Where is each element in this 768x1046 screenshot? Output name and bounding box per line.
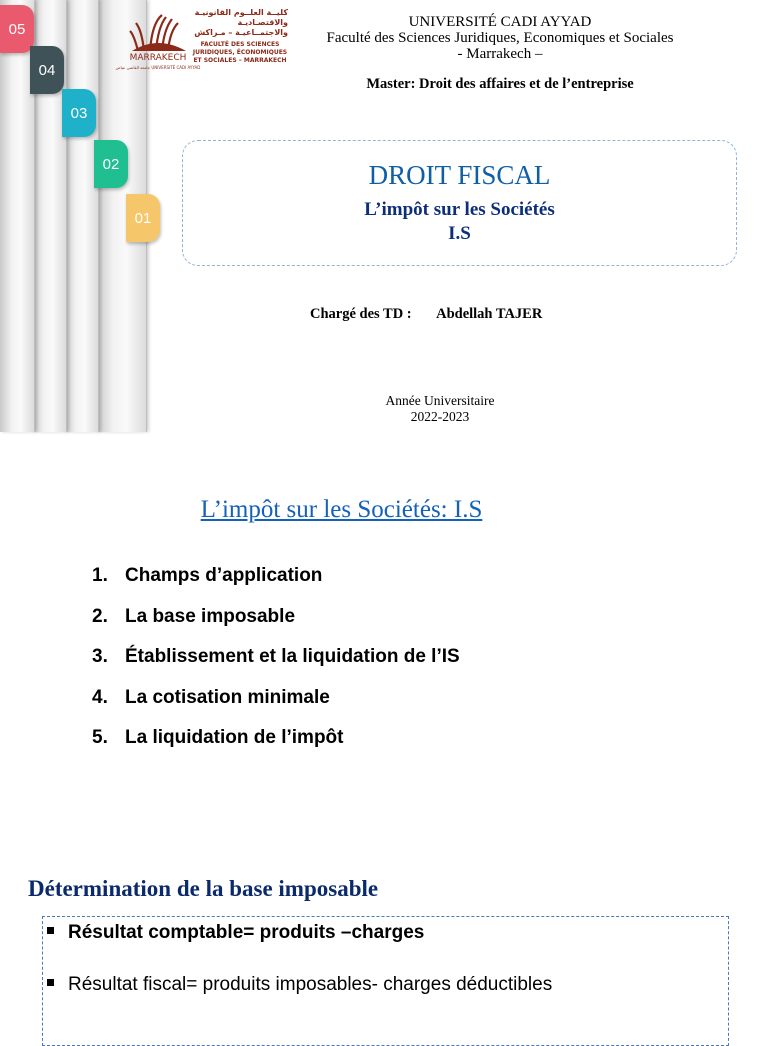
faculty-name: Faculté des Sciences Juridiques, Economiques et Sociales (326, 30, 674, 46)
course-title: DROIT FISCAL (368, 160, 551, 190)
university-name: UNIVERSITÉ CADI AYYAD (408, 14, 592, 30)
tab-label: 01 (134, 209, 152, 227)
logo-city-text: MARRAKECH (129, 53, 187, 63)
instructor-line (310, 306, 542, 323)
square-bullet-icon (47, 979, 54, 986)
academic-year-label: Année Universitaire (385, 393, 495, 408)
tab-02 (94, 140, 128, 188)
academic-year (330, 393, 550, 425)
definition-line-1 (47, 922, 424, 944)
outline-list (92, 562, 460, 765)
subtitle-line: L’impôt sur les Sociétés (364, 199, 555, 220)
outline-title: L’impôt sur les Sociétés: I.S (200, 496, 483, 523)
instructor-name: Abdellah TAJER (436, 306, 543, 322)
item-text: La base imposable (125, 605, 296, 627)
square-bullet-icon (47, 927, 54, 934)
title-slide (0, 0, 768, 432)
item-text: Établissement et la liquidation de l’IS (125, 646, 460, 667)
list-item (92, 603, 460, 644)
master-name: Master: Droit des affaires et de l’entreprise (366, 76, 634, 92)
list-item (92, 562, 460, 603)
tab-01 (126, 194, 160, 242)
section-title: Détermination de la base imposable (28, 876, 379, 901)
subtitle-abbrev: I.S (448, 223, 471, 244)
item-number: 1. (92, 565, 108, 586)
definition-line-2 (47, 974, 552, 996)
logo-caption (192, 8, 288, 65)
item-text: La liquidation de l’impôt (125, 727, 344, 748)
tab-label: 03 (70, 104, 88, 122)
logo-arabic-text: كليــة العلــوم القانونيـة والاقتصـاديـة والاجتمــاعيـة – مـراكش (194, 8, 288, 37)
tab-label: 05 (8, 20, 26, 38)
item-number: 5. (92, 727, 108, 748)
item-text: La cotisation minimale (125, 686, 330, 708)
university-header (300, 14, 700, 62)
tab-05 (0, 5, 34, 53)
item-number: 3. (92, 646, 108, 667)
list-item (92, 643, 460, 684)
instructor-label: Chargé des TD : (310, 306, 412, 322)
list-item (92, 684, 460, 725)
item-text: Champs d’application (125, 565, 323, 586)
definition-text: Résultat fiscal= produits imposables- charges déductibles (68, 974, 553, 995)
item-number: 4. (92, 686, 108, 708)
tab-04 (30, 46, 64, 94)
tab-label: 02 (102, 155, 120, 173)
strip (64, 0, 99, 432)
tab-03 (62, 89, 96, 137)
logo-univ-text: جامعة القاضي عياض UNIVERSITÉ CADI AYYAD (115, 65, 201, 70)
logo-french-text: FACULTÉ DES SCIENCES JURIDIQUES, ÉCONOMIQUES ET SOCIALES – MARRAKECH (192, 41, 288, 64)
list-item (92, 724, 460, 765)
course-subtitle (182, 198, 737, 246)
academic-year-value: 2022-2023 (410, 409, 470, 424)
tab-label: 04 (38, 61, 56, 79)
item-number: 2. (92, 605, 108, 627)
definition-text: Résultat comptable= produits –charges (68, 922, 425, 943)
city-name: - Marrakech – (457, 46, 543, 62)
